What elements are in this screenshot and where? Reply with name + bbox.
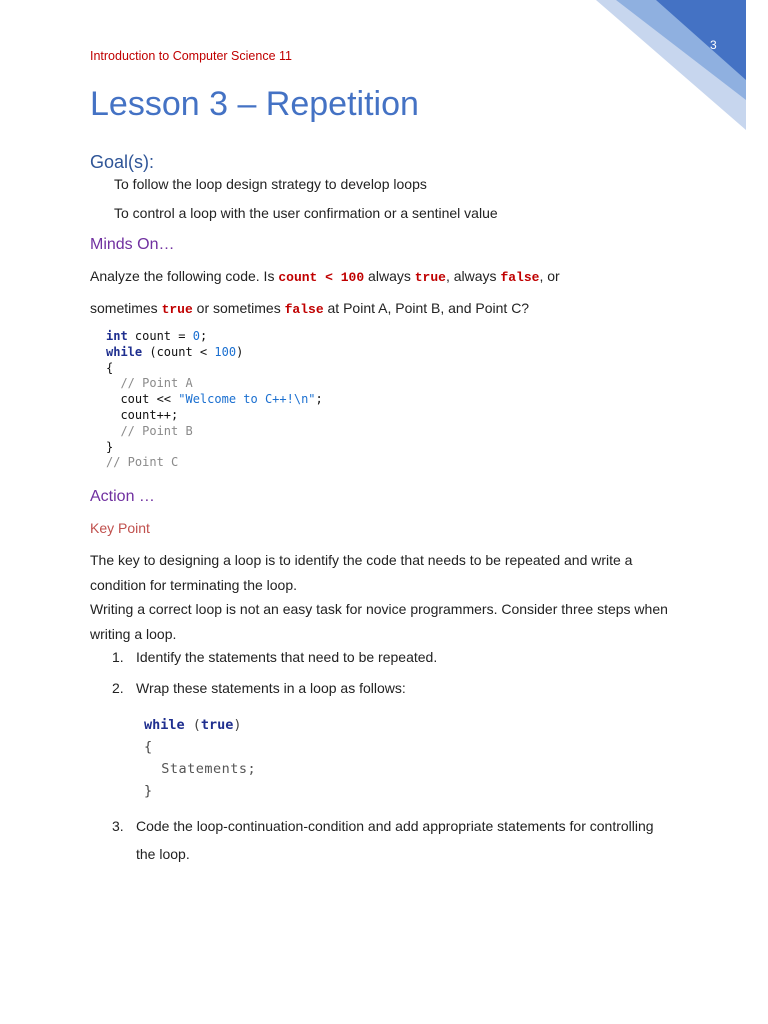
- corner-decoration: [596, 0, 768, 140]
- code-text: count++;: [106, 407, 179, 422]
- code-inline: false: [500, 270, 540, 285]
- code-inline: true: [414, 270, 446, 285]
- code-text: ;: [315, 392, 323, 407]
- question-text: or sometimes: [192, 300, 285, 316]
- question-text: Analyze the following code. Is: [90, 268, 279, 284]
- code-sample-1: [106, 329, 323, 471]
- code-comment: // Point A: [106, 376, 193, 391]
- code-text: }: [106, 439, 114, 454]
- code-text: {: [106, 360, 114, 375]
- question-text: at Point A, Point B, and Point C?: [323, 300, 530, 316]
- question-text: , always: [445, 268, 501, 284]
- minds-on-heading: Minds On…: [90, 236, 175, 253]
- minds-on-question-line-2: [90, 300, 529, 317]
- step-number: 2.: [112, 680, 124, 696]
- code-text: cout <<: [106, 392, 179, 407]
- step-number: 3.: [112, 818, 124, 834]
- code-text: (: [184, 717, 201, 733]
- paragraph: The key to designing a loop is to identify the code that needs to be repeated and write a condition for terminating the loop.: [90, 552, 633, 593]
- code-comment: // Point C: [106, 455, 179, 470]
- code-text: (count <: [142, 344, 215, 359]
- code-keyword: while: [106, 344, 143, 359]
- action-heading: Action …: [90, 488, 155, 505]
- code-text: ): [236, 344, 244, 359]
- code-text: }: [144, 783, 153, 799]
- step-text: Code the loop-continuation-condition and add appropriate statements for controlling the loop.: [136, 818, 654, 862]
- code-comment: // Point B: [106, 423, 193, 438]
- step-number: 1.: [112, 649, 124, 665]
- code-text: count =: [127, 329, 193, 343]
- step-text: Wrap these statements in a loop as follows:: [136, 680, 406, 696]
- paragraph: Writing a correct loop is not an easy task for novice programmers. Consider three steps when writing a loop.: [90, 601, 668, 642]
- code-number: 0: [192, 329, 200, 343]
- code-keyword: while: [144, 717, 185, 733]
- page-number: 3: [710, 38, 717, 52]
- goal-item: To follow the loop design strategy to develop loops: [114, 176, 427, 192]
- key-point-body: [90, 548, 680, 646]
- code-string: "Welcome to C++!\n": [178, 392, 316, 407]
- code-text: {: [144, 739, 153, 755]
- code-text: ;: [199, 329, 208, 343]
- key-point-label: Key Point: [90, 520, 150, 536]
- question-text: sometimes: [90, 300, 162, 316]
- code-inline: true: [161, 302, 193, 317]
- course-title: Introduction to Computer Science 11: [90, 49, 292, 63]
- lesson-title: Lesson 3 – Repetition: [90, 85, 419, 123]
- code-text: ): [233, 717, 242, 733]
- minds-on-question-line-1: [90, 268, 560, 285]
- question-text: , or: [539, 268, 560, 284]
- code-inline: count < 100: [278, 270, 365, 285]
- goal-item: To control a loop with the user confirmation or a sentinel value: [114, 205, 498, 221]
- code-text: Statements;: [144, 761, 257, 777]
- code-keyword: int: [106, 329, 128, 343]
- code-keyword: true: [200, 717, 234, 733]
- goals-heading: Goal(s):: [90, 152, 155, 172]
- code-number: 100: [214, 344, 237, 359]
- code-inline: false: [284, 302, 324, 317]
- question-text: always: [364, 268, 415, 284]
- code-sample-2: [144, 714, 256, 802]
- step-text: Identify the statements that need to be repeated.: [136, 649, 438, 665]
